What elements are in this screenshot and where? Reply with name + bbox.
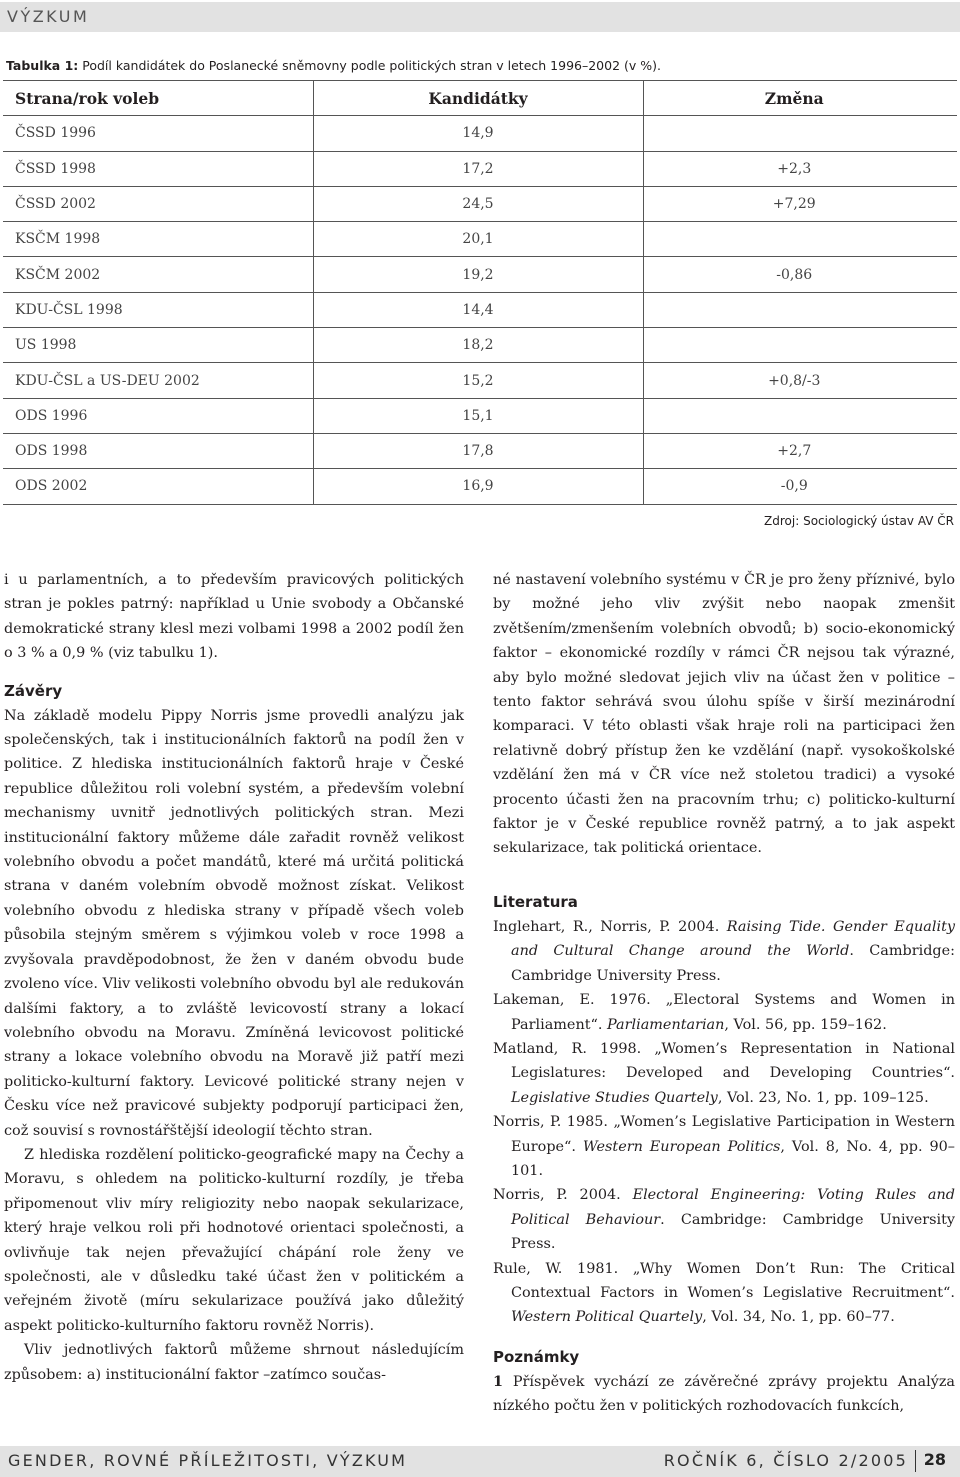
reference-item (493, 1037, 955, 1110)
footnote-text: Příspěvek vychází ze závěrečné zprávy projektu Analýza nízkého počtu žen v politických rozhodovacích funkcích, (493, 1373, 955, 1415)
party-cell: ČSSD 1996 (3, 116, 313, 151)
change-cell (643, 398, 957, 433)
candidates-cell: 15,1 (313, 398, 643, 433)
reference-text: Rule, W. 1981. „Why Women Don’t Run: The Critical Contextual Factors in Women’s Legislative Recruitment“. (493, 1260, 955, 1301)
table-row (3, 398, 957, 433)
party-cell: ČSSD 1998 (3, 151, 313, 186)
reference-details: , Vol. 34, No. 1, pp. 60–77. (702, 1309, 895, 1326)
reference-item (493, 1257, 955, 1330)
party-cell: US 1998 (3, 328, 313, 363)
table-row (3, 257, 957, 292)
candidates-cell: 17,8 (313, 433, 643, 468)
candidates-cell: 14,4 (313, 292, 643, 327)
reference-text: Matland, R. 1998. „Women’s Representation in National Legislatures: Developed and Developing Countries“. (493, 1040, 955, 1082)
reference-item (493, 915, 955, 988)
reference-item (493, 988, 955, 1037)
candidates-cell: 17,2 (313, 151, 643, 186)
reference-text: Lakeman, E. 1976. „Electoral Systems and Women in Parliament“. (493, 992, 955, 1033)
table-caption-text: Podíl kandidátek do Poslanecké sněmovny podle politických stran v letech 1996–2002 (v %). (78, 58, 661, 73)
change-cell: +0,8/-3 (643, 363, 957, 398)
footer-journal-title: GENDER, ROVNÉ PŘÍLEŽITOSTI, VÝZKUM (8, 1451, 408, 1470)
section-header-band (0, 2, 960, 32)
reference-title: Legislative Studies Quartely (511, 1089, 718, 1106)
table-row (3, 363, 957, 398)
page-number: 28 (923, 1450, 946, 1469)
change-cell: +2,3 (643, 151, 957, 186)
table-row (3, 116, 957, 151)
change-cell: -0,9 (643, 469, 957, 504)
candidates-cell: 15,2 (313, 363, 643, 398)
reference-title: Western European Politics (582, 1138, 781, 1155)
paragraph: Z hlediska rozdělení politicko-geografické mapy na Čechy a Moravu, s ohledem na politicko-kulturní rozdíly, je třeba připomenout vliv míry religiozity nebo naopak sekularizace, který hraje velkou roli při hodnotové orientaci společnosti, a ovlivňuje tak nejen převažující chápání role ženy ve společnosti, ale v důsledku také účast žen v politickém a veřejném životě (míru sekularizace používá jako důležitý aspekt politicko-kulturního faktoru rovněž Norris). (4, 1146, 464, 1334)
left-column (4, 568, 464, 1387)
candidates-cell: 19,2 (313, 257, 643, 292)
candidates-cell: 24,5 (313, 186, 643, 221)
table-row (3, 151, 957, 186)
reference-list (493, 915, 955, 1330)
literature-heading: Literatura (493, 892, 578, 911)
reference-item (493, 1183, 955, 1256)
footer-issue: ROČNÍK 6, ČÍSLO 2/2005 (663, 1451, 908, 1470)
table-row (3, 433, 957, 468)
party-cell: KDU-ČSL a US-DEU 2002 (3, 363, 313, 398)
candidates-cell: 16,9 (313, 469, 643, 504)
change-cell (643, 292, 957, 327)
footnote (493, 1370, 955, 1419)
reference-details: , Vol. 23, No. 1, pp. 109–125. (717, 1089, 929, 1106)
conclusions-heading: Závěry (4, 681, 63, 700)
reference-details: , Vol. 8, No. 4, pp. 90–101. (511, 1138, 955, 1179)
party-cell: ODS 1998 (3, 433, 313, 468)
column-header-candidates: Kandidátky (313, 81, 643, 116)
reference-details: . Cambridge: Cambridge University Press. (511, 943, 955, 984)
change-cell: -0,86 (643, 257, 957, 292)
footnote-number: 1 (493, 1372, 504, 1390)
party-cell: ČSSD 2002 (3, 186, 313, 221)
table-row (3, 222, 957, 257)
reference-text: Norris, P. 2004. (493, 1187, 633, 1204)
column-header-change: Změna (643, 81, 957, 116)
party-cell: KSČM 2002 (3, 257, 313, 292)
table-caption-label: Tabulka 1: (6, 58, 79, 73)
reference-title: Western Political Quartely (511, 1309, 703, 1326)
table-row (3, 328, 957, 363)
table-body (3, 116, 957, 504)
notes-heading: Poznámky (493, 1347, 580, 1366)
party-cell: ODS 1996 (3, 398, 313, 433)
paragraph: i u parlamentních, a to především pravicových politických stran je pokles patrný: například u Unie svobody a Občanské demokratické strany klesl mezi volbami 1998 a 2002 podíl žen o 3 % a 0,9 % (viz tabulku 1). (4, 572, 464, 662)
table-source: Zdroj: Sociologický ústav AV ČR (764, 514, 954, 528)
column-header-party: Strana/rok voleb (3, 81, 313, 116)
change-cell (643, 116, 957, 151)
paragraph: né nastavení volebního systému v ČR je pro ženy příznivé, bylo by možné jeho vliv zvýšit nebo naopak zmenšit zvětšením/zmenšením volebních obvodů; b) socio-ekonomický faktor – ekonomické rozdíly v rámci ČR nejsou tak výrazné, aby bylo možné sledovat jejich vliv na účast žen v politice – tento faktor sehrává svou úlohu spíše v širší mezinárodní komparaci. V této oblasti však hraje roli na participaci žen relativně dobrý přístup žen ke vzdělání (např. vysokoškolské vzdělání žen má v ČR více než stoletou tradici) a vysoké procento účasti žen na pracovním trhu; c) politicko-kulturní faktor je v České republice rovněž patrný, a to jak aspekt sekularizace, tak politická orientace. (493, 572, 955, 857)
paragraph: Na základě modelu Pippy Norris jsme provedli analýzu jak společenských, tak i institucionálních faktorů na podíl žen v politice. Z hlediska institucionálních faktorů hraje v České republice důležitou roli volební systém, a především volební mechanismy uvnitř jednotlivých politických stran. Mezi institucionální faktory můžeme dále zařadit rovněž velikost volebního obvodu a počet mandátů, které má určitá politická strana v daném volebním obvodě možnost získat. Velikost volebního obvodu z hlediska strany v případě všech voleb působila stejným směrem s výjimkou voleb v roce 1998 a zvyšovala pravděpodobnost, že žen v daném obvodu bude zvoleno více. Vliv velikosti volebního obvodu byl ale redukován dalšími faktory, a to zvláště levicovostí strany a lokací volebního obvodu na Moravu. Zmíněná levicovost politické strany a lokace volebního obvodu na Moravě již patří mezi politicko-kulturní faktory. Levicové politické strany nejen v Česku více než pravicové subjekty podporují participaci žen, což souvisí s rovnostářštější ideologií těchto stran. (4, 707, 464, 1139)
reference-details: , Vol. 56, pp. 159–162. (724, 1016, 887, 1033)
footer-divider (915, 1450, 916, 1472)
change-cell (643, 222, 957, 257)
table-row (3, 186, 957, 221)
reference-item (493, 1110, 955, 1183)
paragraph: Vliv jednotlivých faktorů můžeme shrnout následujícím způsobem: a) institucionální faktor –zatímco součas- (4, 1342, 464, 1383)
change-cell (643, 328, 957, 363)
change-cell: +2,7 (643, 433, 957, 468)
reference-text: Inglehart, R., Norris, P. 2004. (493, 918, 727, 935)
page-footer (0, 1446, 960, 1477)
reference-details: . Cambridge: Cambridge University Press. (511, 1211, 956, 1253)
section-title: VÝZKUM (7, 7, 90, 26)
table-row (3, 469, 957, 504)
reference-title: Electoral Engineering: Voting Rules and Political Behaviour (511, 1187, 955, 1228)
party-cell: ODS 2002 (3, 469, 313, 504)
table-row (3, 292, 957, 327)
right-column (493, 568, 955, 1419)
reference-text: Norris, P. 1985. „Women’s Legislative Participation in Western Europe“. (493, 1114, 955, 1155)
candidates-cell: 20,1 (313, 222, 643, 257)
data-table (3, 80, 957, 505)
candidates-cell: 14,9 (313, 116, 643, 151)
table-caption (6, 58, 956, 73)
change-cell: +7,29 (643, 186, 957, 221)
reference-title: Parliamentarian (607, 1016, 725, 1033)
party-cell: KSČM 1998 (3, 222, 313, 257)
reference-title: Raising Tide. Gender Equality and Cultural Change around the World (511, 918, 955, 960)
table-header-row (3, 81, 957, 116)
candidates-cell: 18,2 (313, 328, 643, 363)
party-cell: KDU-ČSL 1998 (3, 292, 313, 327)
